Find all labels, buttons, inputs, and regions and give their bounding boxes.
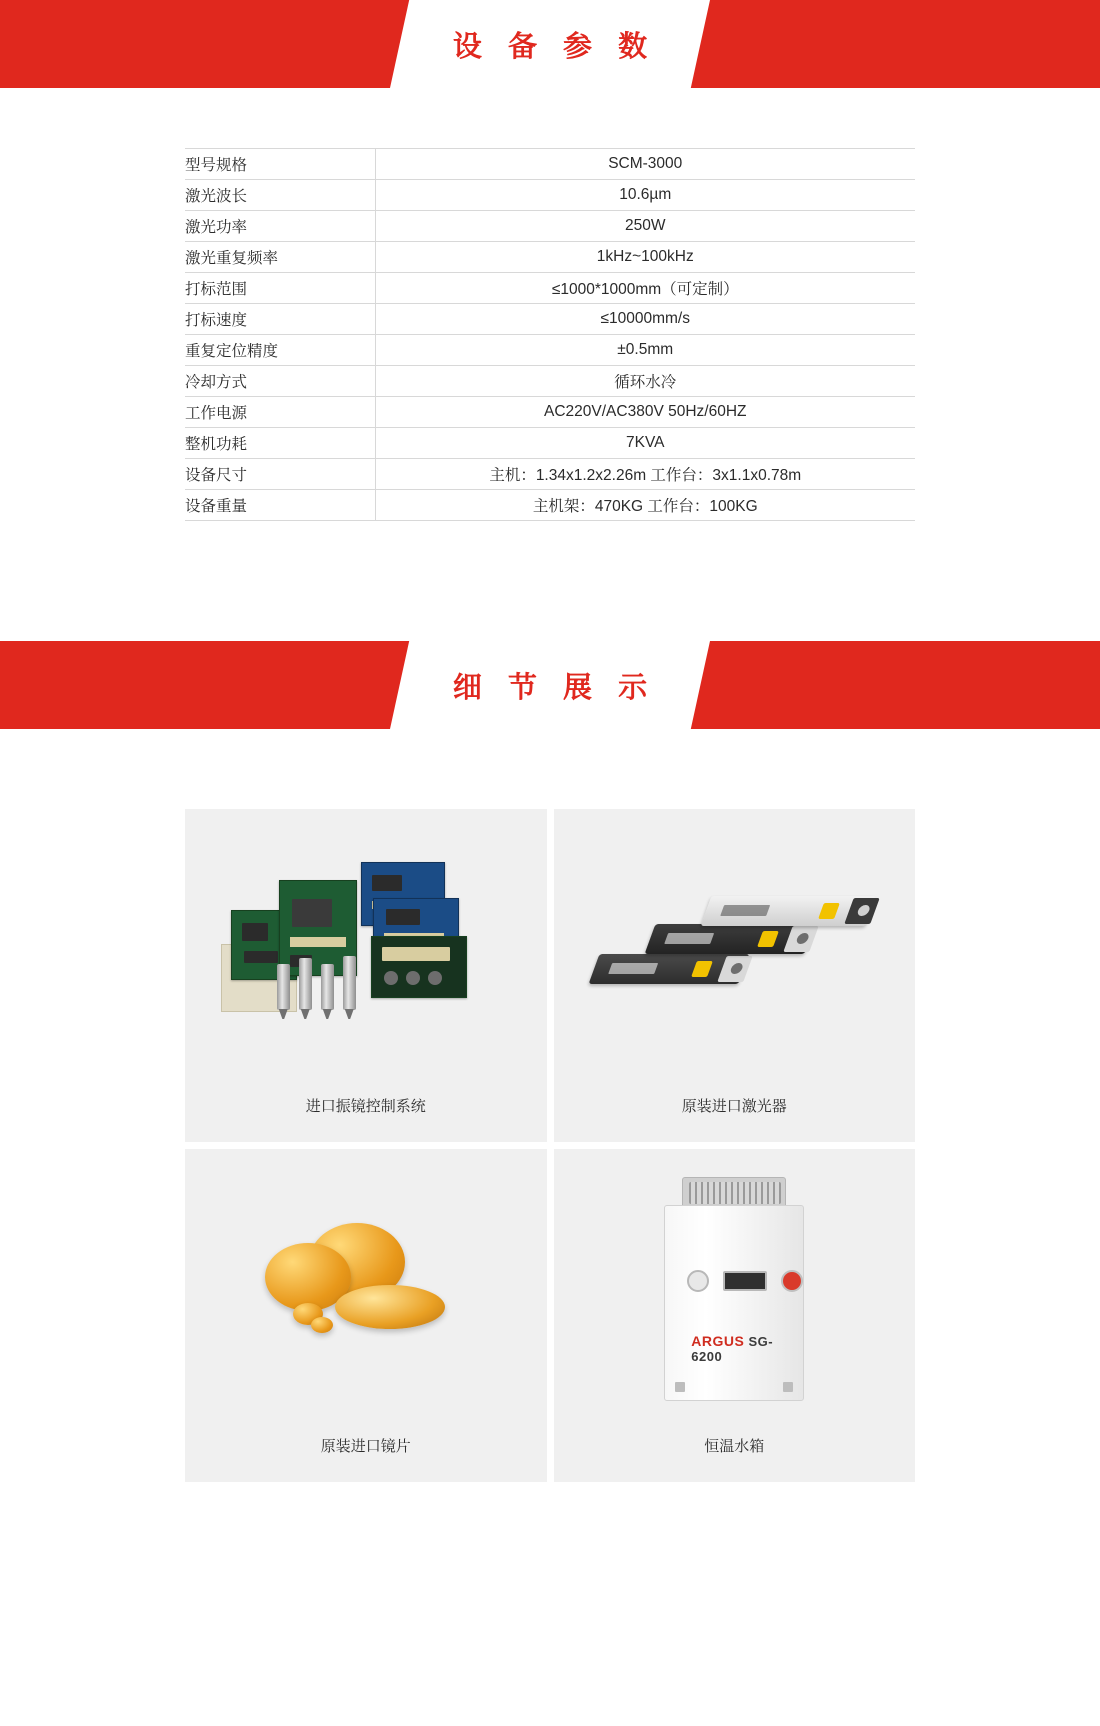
spec-key: 激光功率 xyxy=(185,211,375,242)
table-row xyxy=(185,397,915,428)
boards-group xyxy=(221,852,511,1052)
spec-value: ±0.5mm xyxy=(375,335,915,366)
lens-flat-front xyxy=(335,1285,445,1329)
chiller-group xyxy=(654,1167,814,1417)
spec-value: AC220V/AC380V 50Hz/60HZ xyxy=(375,397,915,428)
spec-key: 激光重复频率 xyxy=(185,242,375,273)
lenses-group xyxy=(251,1207,481,1377)
pressure-gauge-icon xyxy=(687,1270,709,1292)
spec-value: 主机：1.34x1.2x2.26m 工作台：3x1.1x0.78m xyxy=(375,459,915,490)
control-boards-illustration xyxy=(185,809,547,1095)
tube-label xyxy=(720,905,770,916)
capacitor xyxy=(384,971,398,985)
chip xyxy=(372,875,402,891)
section-banner-details xyxy=(0,641,1100,729)
spec-key: 打标速度 xyxy=(185,304,375,335)
laser-tube xyxy=(701,896,877,926)
spec-key: 冷却方式 xyxy=(185,366,375,397)
laser-tube xyxy=(589,954,750,984)
section-title-specs: 设 备 参 数 xyxy=(452,30,657,63)
pcb-board xyxy=(371,936,467,998)
chip xyxy=(244,951,278,963)
connector-strip xyxy=(382,947,450,961)
galvo-motor xyxy=(299,958,312,1010)
fan-grill-icon xyxy=(689,1182,781,1204)
spec-value: SCM-3000 xyxy=(375,149,915,180)
banner-plate-wrap xyxy=(390,0,710,88)
table-row xyxy=(185,304,915,335)
spec-value: ≤10000mm/s xyxy=(375,304,915,335)
spec-value: ≤1000*1000mm（可定制） xyxy=(375,273,915,304)
spec-value: 循环水冷 xyxy=(375,366,915,397)
gallery-item-control-system[interactable] xyxy=(185,809,547,1142)
capacitor xyxy=(406,971,420,985)
spec-key: 打标范围 xyxy=(185,273,375,304)
tubes-group xyxy=(584,862,884,1042)
capacitor xyxy=(428,971,442,985)
spec-value: 主机架：470KG 工作台：100KG xyxy=(375,490,915,521)
laser-tubes-illustration xyxy=(554,809,916,1095)
warning-sticker xyxy=(691,961,713,977)
spec-key: 设备尺寸 xyxy=(185,459,375,490)
chiller-foot xyxy=(675,1382,685,1392)
gallery-item-chiller[interactable] xyxy=(554,1149,916,1482)
lens-small-b xyxy=(311,1317,333,1333)
banner-plate-wrap xyxy=(390,641,710,729)
spec-value: 250W xyxy=(375,211,915,242)
table-row xyxy=(185,459,915,490)
gallery-caption: 原装进口激光器 xyxy=(681,1098,787,1115)
spec-key: 工作电源 xyxy=(185,397,375,428)
section-banner-specs xyxy=(0,0,1100,88)
galvo-motor xyxy=(343,956,356,1010)
spec-value: 7KVA xyxy=(375,428,915,459)
chiller-body xyxy=(664,1205,804,1401)
spacer xyxy=(0,521,1100,641)
tube-label xyxy=(608,963,658,974)
tube-label xyxy=(664,933,714,944)
connector-strip xyxy=(290,937,346,947)
chiller-foot xyxy=(783,1382,793,1392)
warning-sticker xyxy=(757,931,779,947)
spec-key: 型号规格 xyxy=(185,149,375,180)
laser-tube xyxy=(645,924,816,954)
spec-key: 激光波长 xyxy=(185,180,375,211)
table-row xyxy=(185,242,915,273)
gallery-caption: 恒温水箱 xyxy=(704,1438,765,1455)
spec-value: 10.6µm xyxy=(375,180,915,211)
brand-model: SG-6200 xyxy=(691,1334,774,1364)
table-row xyxy=(185,180,915,211)
detail-gallery-wrap xyxy=(0,729,1100,1572)
table-row xyxy=(185,211,915,242)
chip xyxy=(242,923,268,941)
table-row xyxy=(185,335,915,366)
power-button-icon[interactable] xyxy=(781,1270,803,1292)
spec-key: 设备重量 xyxy=(185,490,375,521)
gallery-caption: 进口振镜控制系统 xyxy=(305,1098,426,1115)
lenses-illustration xyxy=(185,1149,547,1435)
gallery-item-lenses[interactable] xyxy=(185,1149,547,1482)
galvo-motor xyxy=(277,964,290,1010)
table-row xyxy=(185,490,915,521)
gallery-caption: 原装进口镜片 xyxy=(320,1438,411,1455)
temperature-display xyxy=(723,1271,767,1291)
section-title-details: 细 节 展 示 xyxy=(452,671,657,704)
warning-sticker xyxy=(818,903,840,919)
detail-gallery xyxy=(185,809,915,1482)
spec-key: 整机功耗 xyxy=(185,428,375,459)
chiller-control-panel xyxy=(687,1268,803,1294)
table-row xyxy=(185,149,915,180)
chip xyxy=(292,899,332,927)
table-row xyxy=(185,273,915,304)
brand-mark: ARGUS xyxy=(691,1333,745,1349)
chiller-fan-housing xyxy=(682,1177,786,1207)
spec-value: 1kHz~100kHz xyxy=(375,242,915,273)
gallery-item-laser-source[interactable] xyxy=(554,809,916,1142)
spec-table-wrap xyxy=(0,88,1100,521)
chiller-brand-label xyxy=(691,1333,803,1364)
galvo-motor xyxy=(321,964,334,1010)
spec-key: 重复定位精度 xyxy=(185,335,375,366)
table-row xyxy=(185,366,915,397)
spec-table xyxy=(185,148,915,521)
table-row xyxy=(185,428,915,459)
chiller-illustration xyxy=(554,1149,916,1435)
chip xyxy=(386,909,420,925)
